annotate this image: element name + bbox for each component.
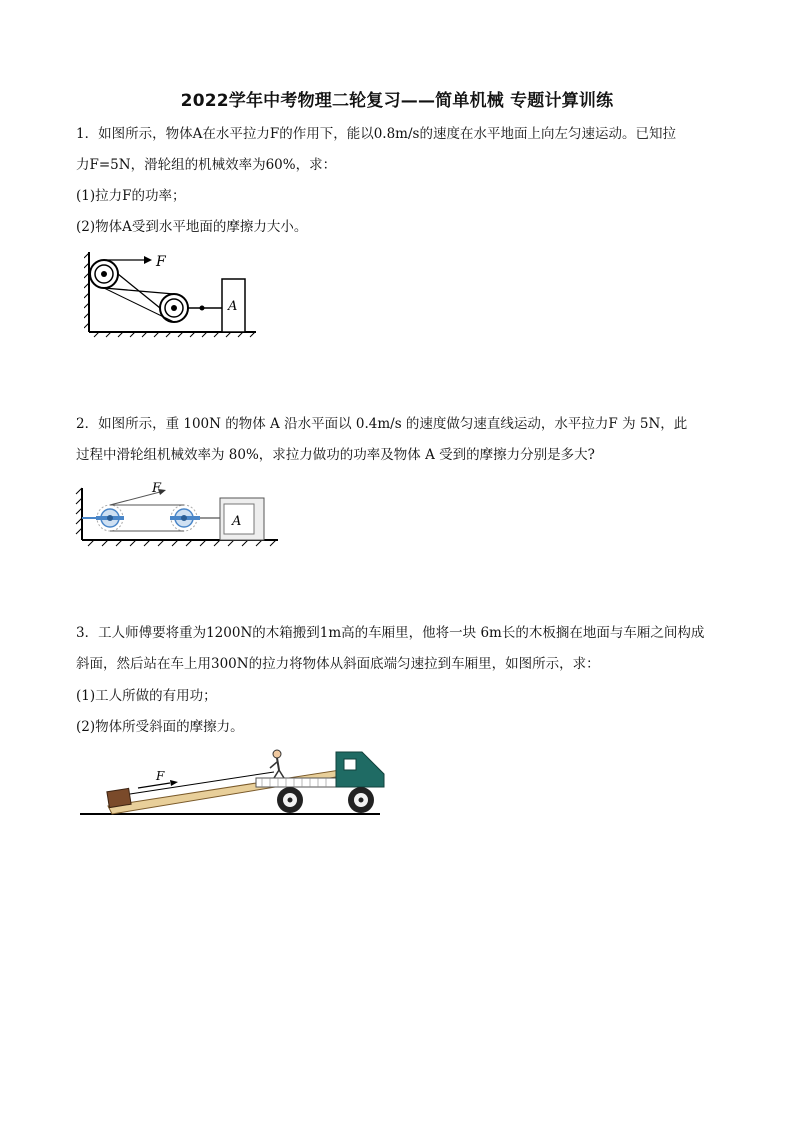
q3-text-line1: 3．工人师傅要将重为1200N的木箱搬到1m高的车厢里，他将一块 6m长的木板搁在地面与车厢之间构成 [76,625,705,641]
q2-pulley-figure [74,478,280,550]
page-title: 2022学年中考物理二轮复习——简单机械 专题计算训练 [180,91,614,111]
q1-block-label: A [228,299,238,314]
q1-part1: (1)拉力F的功率； [76,188,186,204]
q2-text-line1: 2．如图所示，重 100N 的物体 A 沿水平面以 0.4m/s 的速度做匀速直线运动，水平拉力F 为 5N，此 [76,416,688,432]
q1-pulley-figure [84,248,264,338]
q2-block-label: A [232,514,242,529]
q2-force-label: F [152,481,162,496]
q3-force-label: F [156,769,165,783]
q1-text-line2: 力F=5N，滑轮组的机械效率为60%，求： [76,157,337,173]
q1-text-line1: 1．如图所示，物体A在水平拉力F的作用下，能以0.8m/s的速度在水平地面上向左匀速运动。已知拉 [76,126,676,142]
q1-part2: (2)物体A受到水平地面的摩擦力大小。 [76,219,308,235]
q2-text-line2: 过程中滑轮组机械效率为 80%，求拉力做功的功率及物体 A 受到的摩擦力分别是多大? [76,447,595,463]
q3-part2: (2)物体所受斜面的摩擦力。 [76,719,244,735]
q1-force-label: F [156,254,166,270]
q3-text-line2: 斜面，然后站在车上用300N的拉力将物体从斜面底端匀速拉到车厢里，如图所示，求： [76,656,600,672]
q3-incline-figure [78,744,392,820]
q3-part1: (1)工人所做的有用功； [76,688,217,704]
